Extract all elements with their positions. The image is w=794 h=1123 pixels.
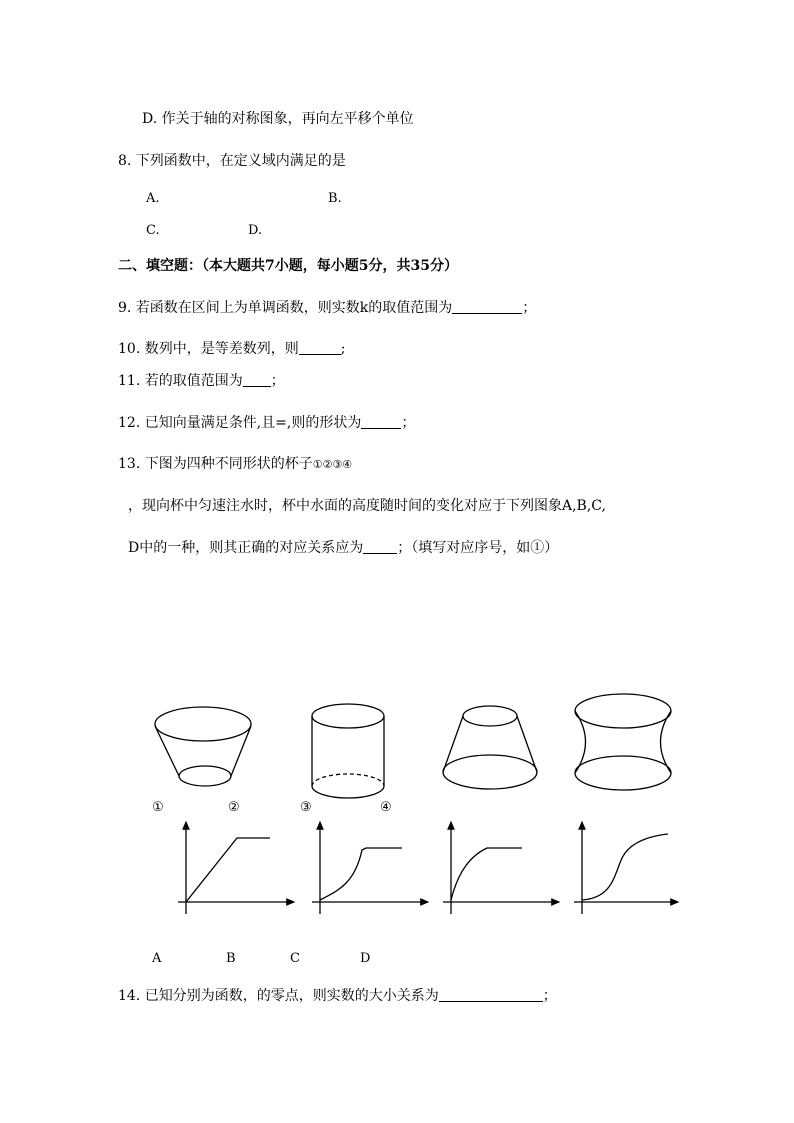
cup-1-funnel: [155, 707, 251, 786]
cup-3-frustum: [443, 706, 537, 789]
graph-label-d: D: [360, 951, 371, 966]
q10-end: ;: [340, 341, 346, 357]
q9-stem: 9. 若函数在区间上为单调函数，则实数k的取值范围为: [118, 300, 453, 316]
q7-option-d: D. 作关于轴的对称图象，再向左平移个单位: [142, 111, 414, 127]
q12-end: ；: [401, 415, 416, 431]
q8-option-a: A.: [146, 191, 160, 206]
cup-4-hourglass: [575, 694, 671, 790]
cup-2-cylinder: [312, 704, 384, 798]
q11-end: ；: [270, 373, 285, 389]
graph-d: [574, 822, 678, 914]
graph-label-a: A: [152, 951, 162, 966]
q12-stem: 12. 已知向量满足条件,且=,则的形状为: [118, 415, 362, 431]
graph-label-c: C: [290, 951, 300, 966]
cup-label-3: ③: [300, 800, 312, 815]
q13-line3-text: D中的一种，则其正确的对应关系应为: [128, 540, 364, 556]
section2-title: 二、填空题：（本大题共7小题，每小题5分，共35分）: [118, 258, 458, 274]
cup-label-1: ①: [152, 800, 164, 815]
q11-stem: 11. 若的取值范围为: [118, 373, 243, 389]
q13-stem: 13. 下图为四种不同形状的杯子: [118, 456, 313, 472]
q14-answer-blank[interactable]: [439, 987, 543, 1002]
graph-a: [178, 822, 294, 914]
cup-label-4: ④: [380, 800, 392, 815]
q13-line3-end: ；（填写对应序号，如①）: [397, 540, 559, 556]
q8-option-d: D.: [248, 223, 263, 238]
graph-b: [312, 822, 428, 914]
graph-label-b: B: [226, 951, 236, 966]
q14-stem: 14. 已知分别为函数，的零点，则实数的大小关系为: [118, 988, 439, 1004]
q8-stem: 8. 下列函数中，在定义域内满足的是: [118, 153, 346, 169]
q8-option-c: C.: [146, 223, 160, 238]
q9-end: ；: [522, 300, 537, 316]
q10-stem: 10. 数列中，是等差数列，则: [118, 341, 299, 357]
cup-label-2: ②: [228, 800, 240, 815]
graph-c: [443, 822, 559, 914]
q13-line2: ，现向杯中匀速注水时，杯中水面的高度随时间的变化对应于下列图象A,B,C,: [128, 498, 606, 514]
q8-option-b: B.: [328, 191, 342, 206]
q14: [118, 987, 557, 1005]
q14-end: ；: [542, 988, 557, 1004]
q13-cup-marks: ①②③④: [312, 458, 353, 471]
